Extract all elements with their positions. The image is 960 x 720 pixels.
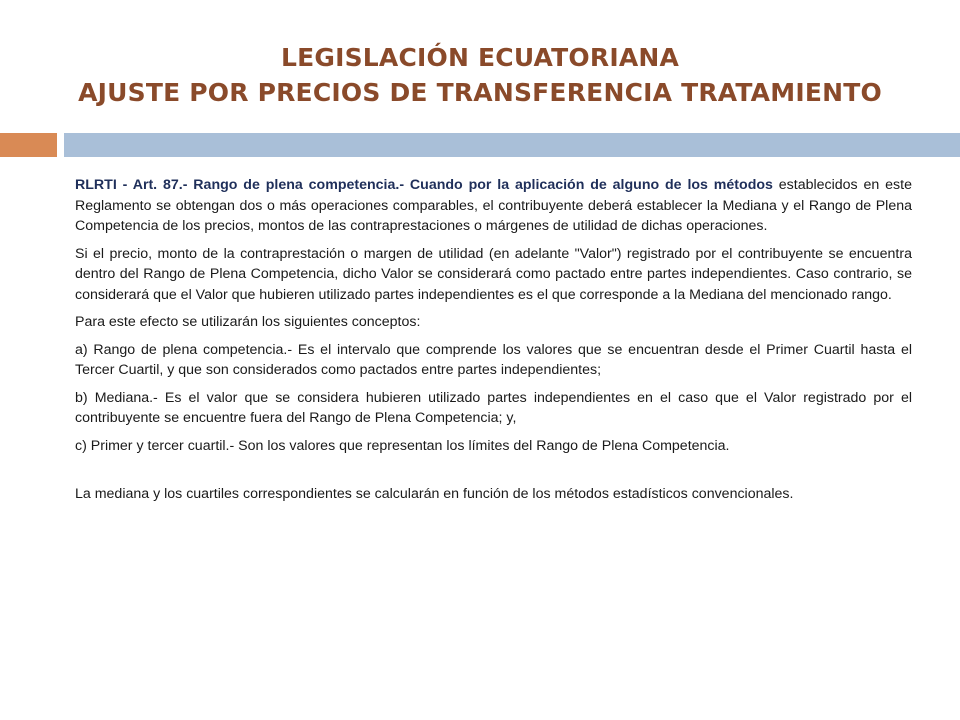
accent-bar-orange xyxy=(0,133,57,157)
article-87-text: establecidos en este Reglamento se obtengan dos o más operaciones comparables, el contribuyente deberá establecer la Mediana y el Rango de Plena Competencia de los precios, montos de las contraprestaciones o márgenes de utilidad de dichas operaciones. xyxy=(75,177,912,234)
paragraph-calculo: La mediana y los cuartiles correspondientes se calcularán en función de los métodos estadísticos convencionales. xyxy=(75,486,794,502)
article-body xyxy=(75,175,912,512)
definition-cuartiles: c) Primer y tercer cuartil.- Son los valores que representan los límites del Rango de Plena Competencia. xyxy=(75,437,730,454)
paragraph-valor: Si el precio, monto de la contraprestación o margen de utilidad (en adelante "Valor") registrado por el contribuyente se encuentra dentro del Rango de Plena Competencia, dicho Valor se considerará como pactado entre partes independientes. Caso contrario, se considerará que el Valor que hubieren utilizado partes independientes es el que corresponde a la Mediana del mencionado rango. xyxy=(75,245,912,303)
title-line-2: AJUSTE POR PRECIOS DE TRANSFERENCIA TRATAMIENTO xyxy=(78,78,882,107)
definition-mediana: b) Mediana.- Es el valor que se considera hubieren utilizado partes independientes en el caso que el Valor registrado por el contribuyente se encuentre fuera del Rango de Plena Competencia; y, xyxy=(75,389,912,426)
title-line-1: LEGISLACIÓN ECUATORIANA xyxy=(280,43,680,72)
slide-title xyxy=(0,40,960,110)
article-heading: RLRTI - Art. 87.- Rango de plena competencia.- Cuando por la aplicación de alguno de los métodos xyxy=(75,177,773,193)
accent-bar-blue xyxy=(64,133,960,157)
paragraph-article-87 xyxy=(75,175,912,237)
definition-rango: a) Rango de plena competencia.- Es el intervalo que comprende los valores que se encuentran desde el Primer Cuartil hasta el Tercer Cuartil, y que son considerados como pactados entre partes independientes; xyxy=(75,341,912,378)
paragraph-conceptos-intro: Para este efecto se utilizarán los siguientes conceptos: xyxy=(75,314,421,330)
